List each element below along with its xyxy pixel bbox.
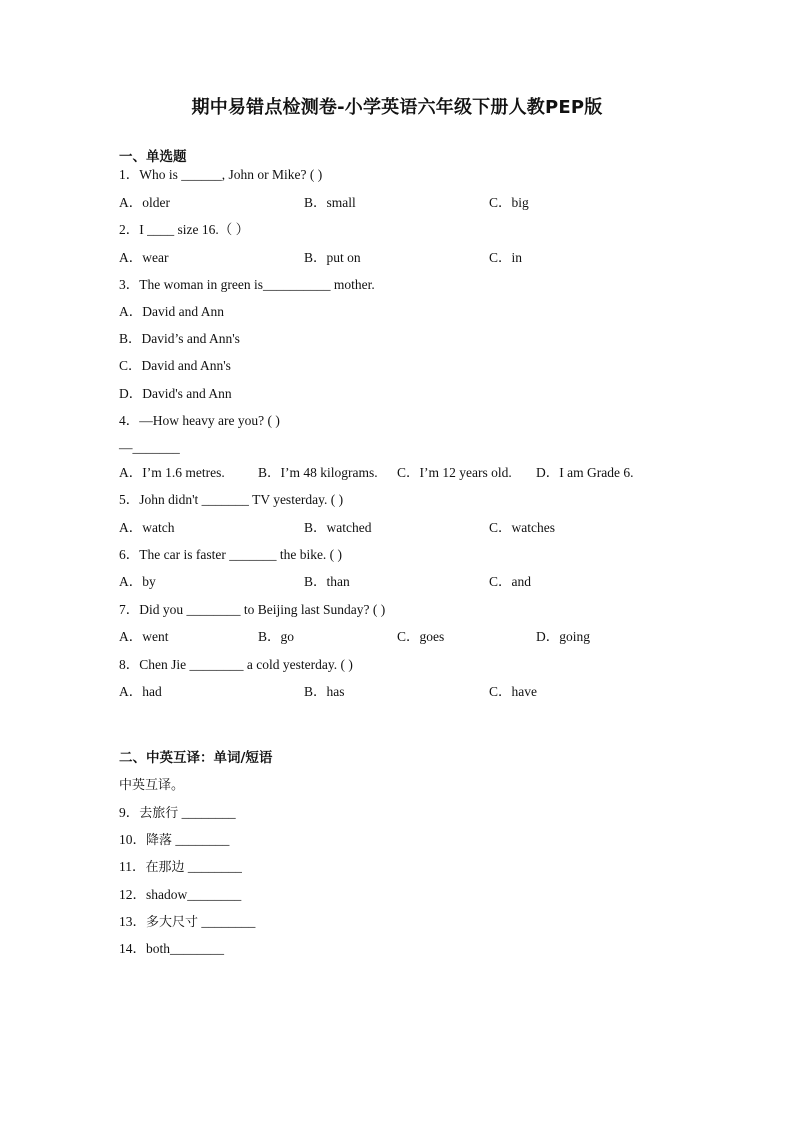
page-title: 期中易错点检测卷-小学英语六年级下册人教PEP版 <box>191 97 603 118</box>
question-8-option-b: B．has <box>304 684 345 699</box>
question-7-option-a: A．went <box>119 629 169 644</box>
question-8-option-a: A．had <box>119 684 162 699</box>
item-blank: ________ <box>170 941 225 956</box>
item-number: 10． <box>119 832 146 847</box>
question-8-stem: 8．Chen Jie ________ a cold yesterday. ( ) <box>119 657 353 672</box>
item-blank: ________ <box>178 805 236 820</box>
item-text: 在那边 <box>145 860 185 875</box>
question-1-option-a: A．older <box>119 195 170 210</box>
item-text: 降落 <box>146 833 173 848</box>
question-6-option-b: B．than <box>304 574 350 589</box>
question-2-option-a: A．wear <box>119 250 169 265</box>
question-2-option-b: B．put on <box>304 250 361 265</box>
question-1-option-c: C．big <box>489 195 529 210</box>
question-5-option-b: B．watched <box>304 520 372 535</box>
question-2-option-c: C．in <box>489 250 523 265</box>
question-5-option-a: A．watch <box>119 520 175 535</box>
question-4-answer-line: —_______ <box>119 440 180 455</box>
question-8-option-c: C．have <box>489 684 537 699</box>
translation-item-10 <box>119 831 229 850</box>
translation-item-13 <box>119 913 255 932</box>
translation-item-9 <box>119 804 236 823</box>
question-4-stem: 4．—How heavy are you? ( ) <box>119 413 280 428</box>
item-number: 12． <box>119 887 146 902</box>
question-4-option-c: C．I’m 12 years old. <box>397 465 512 480</box>
question-3-option-a: A．David and Ann <box>119 304 224 319</box>
question-2-stem: 2．I ____ size 16.（ ） <box>119 222 250 237</box>
section-heading-single-choice: 一、单选题 <box>119 149 187 165</box>
item-number: 9． <box>119 805 140 820</box>
item-text: shadow <box>146 887 188 902</box>
item-text: 去旅行 <box>139 806 179 821</box>
item-blank: ________ <box>184 859 242 874</box>
question-6-stem: 6．The car is faster _______ the bike. ( ) <box>119 547 343 562</box>
item-number: 13． <box>119 914 146 929</box>
item-text: 多大尺寸 <box>146 915 199 930</box>
question-3-option-c: C．David and Ann's <box>119 358 231 373</box>
question-3-stem: 3．The woman in green is__________ mother. <box>119 277 375 292</box>
question-7-stem: 7．Did you ________ to Beijing last Sunday? ( ) <box>119 602 386 617</box>
question-3-option-b: B．David’s and Ann's <box>119 331 240 346</box>
item-blank: ________ <box>187 887 242 902</box>
item-number: 11． <box>119 859 146 874</box>
question-4-option-a: A．I’m 1.6 metres. <box>119 465 225 480</box>
item-number: 14． <box>119 941 146 956</box>
section-2-instruction: 中英互译。 <box>119 778 185 793</box>
section-heading-translation: 二、中英互译：单词/短语 <box>119 750 273 766</box>
question-5-stem: 5．John didn't _______ TV yesterday. ( ) <box>119 492 344 507</box>
question-6-option-c: C．and <box>489 574 531 589</box>
translation-item-14 <box>119 940 224 958</box>
translation-item-11 <box>119 858 242 877</box>
question-5-option-c: C．watches <box>489 520 555 535</box>
question-3-option-d: D．David's and Ann <box>119 386 232 401</box>
translation-item-12 <box>119 886 241 904</box>
question-4-option-d: D．I am Grade 6. <box>536 465 634 480</box>
question-4-option-b: B．I’m 48 kilograms. <box>258 465 378 480</box>
item-blank: ________ <box>172 832 230 847</box>
question-6-option-a: A．by <box>119 574 156 589</box>
question-1-stem: 1．Who is ______, John or Mike? ( ) <box>119 167 323 182</box>
item-text: both <box>146 941 171 956</box>
question-1-option-b: B．small <box>304 195 356 210</box>
question-7-option-d: D．going <box>536 629 590 644</box>
item-blank: ________ <box>198 914 256 929</box>
question-7-option-c: C．goes <box>397 629 445 644</box>
question-7-option-b: B．go <box>258 629 295 644</box>
